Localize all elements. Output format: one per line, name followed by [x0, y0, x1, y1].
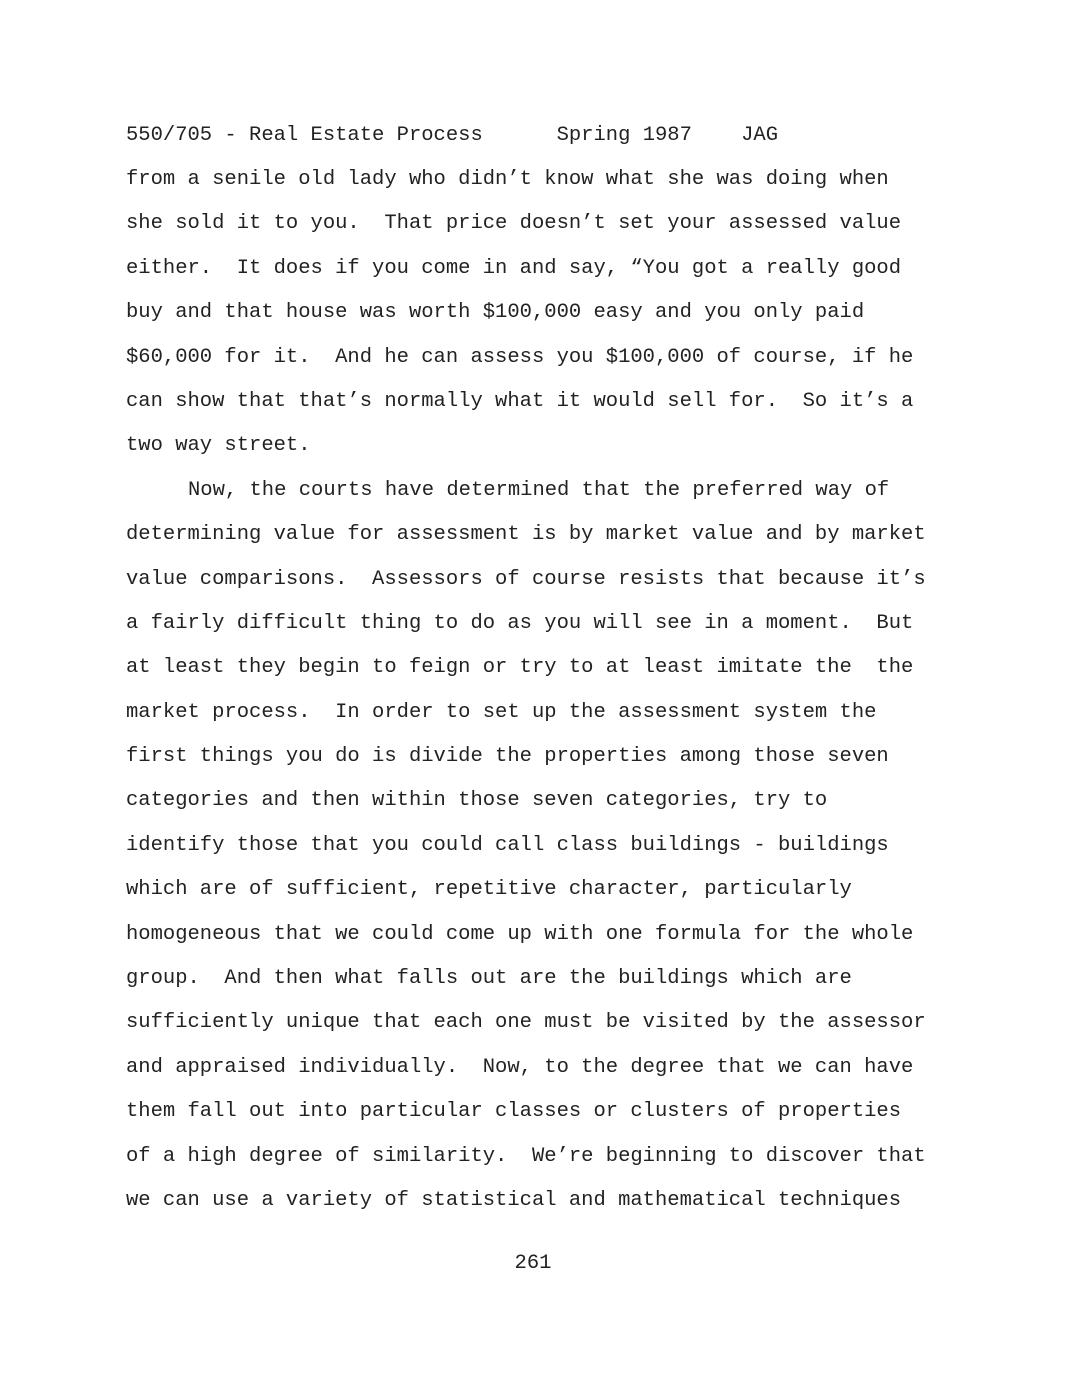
text-line: determining value for assessment is by market value and by market — [126, 523, 926, 547]
term: Spring 1987 — [556, 124, 692, 147]
text-line: $60,000 for it. And he can assess you $100,000 of course, if he — [126, 345, 914, 369]
text-line: a fairly difficult thing to do as you will see in a moment. But — [126, 611, 914, 635]
text-line: she sold it to you. That price doesn’t set your assessed value — [126, 212, 902, 236]
text-line: group. And then what falls out are the buildings which are — [126, 967, 852, 991]
page-header — [126, 124, 778, 148]
text-line: homogeneous that we could come up with one formula for the whole — [126, 922, 914, 946]
text-line: from a senile old lady who didn’t know what she was doing when — [126, 168, 889, 191]
text-line: either. It does if you come in and say, “You got a really good — [126, 256, 902, 280]
text-line: identify those that you could call class buildings - buildings — [126, 833, 889, 857]
text-line: which are of sufficient, repetitive character, particularly — [126, 878, 852, 902]
text-line: buy and that house was worth $100,000 easy and you only paid — [126, 301, 865, 325]
text-line: we can use a variety of statistical and mathematical techniques — [126, 1188, 902, 1212]
text-line: at least they begin to feign or try to at least imitate the the — [126, 656, 914, 680]
text-line: them fall out into particular classes or clusters of properties — [126, 1100, 902, 1124]
author-initials: JAG — [741, 124, 779, 147]
course-title: 550/705 - Real Estate Process — [126, 124, 483, 147]
text-line: value comparisons. Assessors of course resists that because it’s — [126, 567, 926, 591]
text-line: can show that that’s normally what it would sell for. So it’s a — [126, 389, 914, 413]
text-line: first things you do is divide the properties among those seven — [126, 745, 889, 769]
transcript-body — [126, 168, 956, 1233]
text-line: sufficiently unique that each one must be visited by the assessor — [126, 1011, 926, 1035]
text-line: and appraised individually. Now, to the degree that we can have — [126, 1055, 914, 1079]
text-line: two way street. — [126, 434, 311, 458]
text-line: of a high degree of similarity. We’re beginning to discover that — [126, 1144, 926, 1168]
paragraph-start-line: Now, the courts have determined that the preferred way of — [188, 478, 890, 502]
text-line: market process. In order to set up the assessment system the — [126, 700, 877, 724]
text-line: categories and then within those seven categories, try to — [126, 789, 828, 813]
page-number: 261 — [514, 1252, 552, 1275]
